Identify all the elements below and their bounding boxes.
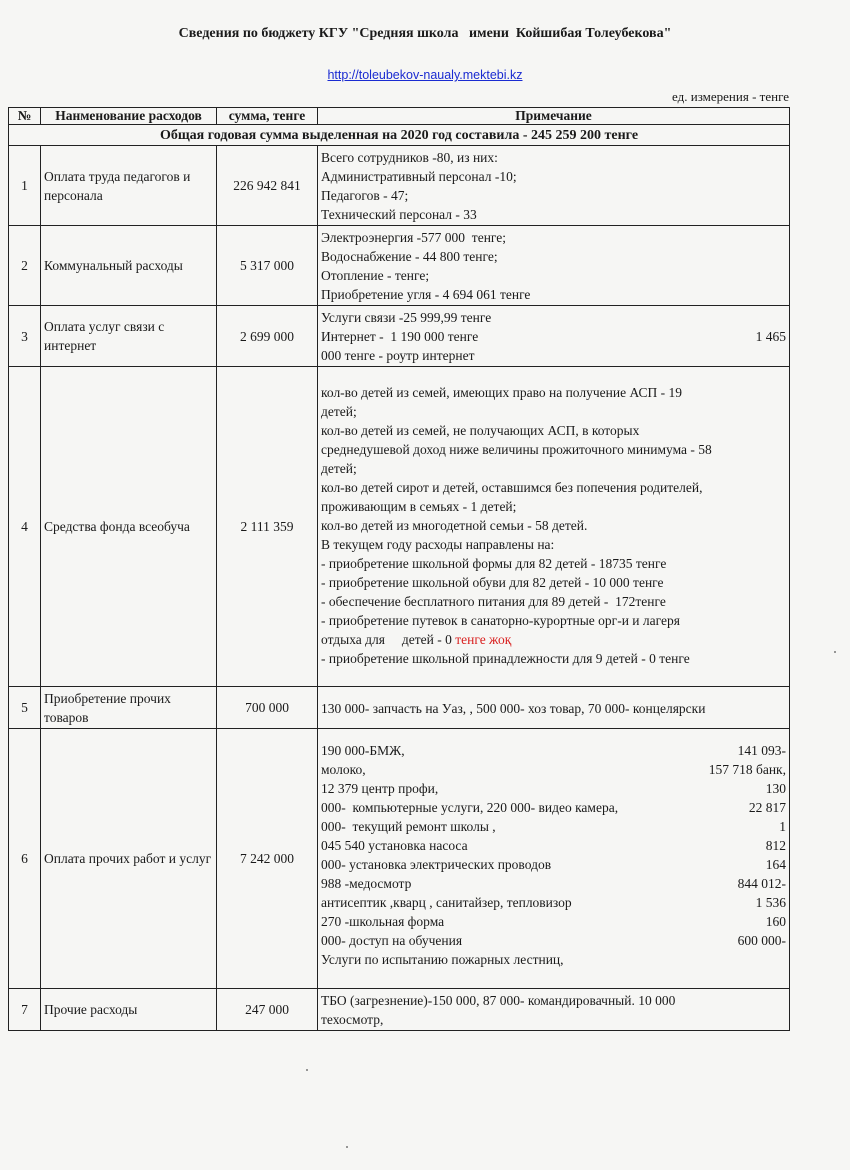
note-line: - приобретение школьной принадлежности для 9 детей - 0 тенге: [321, 651, 690, 666]
scan-speck: [834, 651, 836, 653]
note-line: кол-во детей из семей, имеющих право на получение АСП - 19: [321, 385, 683, 400]
expense-name: Средства фонда всеобуча: [41, 367, 217, 687]
expense-name: Оплата труда педагогов и персонала: [41, 146, 217, 226]
scan-speck: [306, 1069, 308, 1071]
table-row: [9, 687, 790, 729]
expense-name: Оплата услуг связи с интернет: [41, 306, 217, 367]
expense-sum: 226 942 841: [217, 146, 318, 226]
note-line: 000 тенге - роутр интернет: [321, 348, 475, 363]
table-row: [9, 367, 790, 687]
note-line-left: 000- компьютерные услуги, 220 000- видео камера,: [321, 800, 619, 815]
note-line: [321, 327, 786, 346]
note-line-right: 160: [765, 914, 786, 929]
note-line-left: 000- текущий ремонт школы ,: [321, 819, 496, 834]
note-line: [321, 855, 786, 874]
note-line: [321, 912, 786, 931]
note-line-right: 141 093-: [737, 743, 786, 758]
note-line: Приобретение угля - 4 694 061 тенге: [321, 287, 531, 302]
note-line-left: Услуги по испытанию пожарных лестниц,: [321, 952, 564, 967]
note-line: Технический персонал - 33: [321, 207, 477, 222]
expense-name: Оплата прочих работ и услуг: [41, 729, 217, 989]
table-row: [9, 146, 790, 226]
note-line-right: 130: [765, 781, 786, 796]
expense-sum: 2 699 000: [217, 306, 318, 367]
table-row: [9, 306, 790, 367]
note-line-left: 12 379 центр профи,: [321, 781, 439, 796]
note-line: проживающим в семьях - 1 детей;: [321, 499, 517, 514]
table-header-row: [9, 108, 790, 125]
note-line: Водоснабжение - 44 800 тенге;: [321, 249, 498, 264]
scan-speck: [346, 1146, 348, 1148]
note-line: ТБО (загрезнение)-150 000, 87 000- командировачный. 10 000: [321, 993, 676, 1008]
note-line-left: антисептик ,кварц , санитайзер, тепловизор: [321, 895, 572, 910]
note-line-left: 000- доступ на обучения: [321, 933, 463, 948]
note-line-left: 270 -школьная форма: [321, 914, 445, 929]
note-line: [321, 893, 786, 912]
expense-note: [318, 306, 790, 367]
note-line: [321, 836, 786, 855]
row-number: 2: [9, 226, 41, 306]
expense-note: [318, 687, 790, 729]
note-line: 130 000- запчасть на Уаз, , 500 000- хоз товар, 70 000- концелярски: [321, 700, 706, 716]
column-header-name: Нанменование расходов: [41, 108, 217, 125]
expense-sum: 5 317 000: [217, 226, 318, 306]
note-line: Педагогов - 47;: [321, 188, 409, 203]
note-line-right: 22 817: [748, 800, 786, 815]
expense-sum: 2 111 359: [217, 367, 318, 687]
note-line: - приобретение школьной обуви для 82 детей - 10 000 тенге: [321, 575, 664, 590]
handwritten-red-note: тенге жоқ: [455, 632, 512, 647]
row-number: 7: [9, 989, 41, 1031]
note-line-left: 045 540 установка насоса: [321, 838, 468, 853]
note-line-left: Интернет - 1 190 000 тенге: [321, 329, 479, 344]
page-title: Сведения по бюджету КГУ "Средняя школа имени Койшибая Толеубекова": [178, 26, 672, 41]
expense-name: Приобретение прочих товаров: [41, 687, 217, 729]
note-line-right: 1 536: [755, 895, 786, 910]
row-number: 5: [9, 687, 41, 729]
table-row: [9, 729, 790, 989]
note-line-right: 1: [779, 819, 786, 834]
note-line: Услуги связи -25 999,99 тенге: [321, 310, 492, 325]
note-line: детей;: [321, 404, 357, 419]
note-line: [321, 931, 786, 950]
note-line: [321, 760, 786, 779]
note-text: отдыха для детей - 0: [321, 632, 456, 647]
note-line: [321, 741, 786, 760]
note-line-left: 190 000-БМЖ,: [321, 743, 405, 758]
note-line-right: 164: [765, 857, 786, 872]
expense-sum: 700 000: [217, 687, 318, 729]
row-number: 4: [9, 367, 41, 687]
note-line: [321, 817, 786, 836]
note-line: среднедушевой доход ниже величины прожиточного минимума - 58: [321, 442, 712, 457]
school-url-link[interactable]: http://toleubekov-naualy.mektebi.kz: [327, 68, 523, 82]
note-line-right: 600 000-: [737, 933, 786, 948]
note-line: - обеспечение бесплатного питания для 89 детей - 172тенге: [321, 594, 666, 609]
note-line: Электроэнергия -577 000 тенге;: [321, 230, 507, 245]
note-line: [321, 950, 786, 969]
expense-note: [318, 989, 790, 1031]
note-line: [321, 874, 786, 893]
expense-note: [318, 226, 790, 306]
note-line: кол-во детей сирот и детей, оставшимся без попечения родителей,: [321, 480, 703, 495]
note-line-right: 1 465: [755, 329, 786, 344]
expense-note: [318, 367, 790, 687]
note-line-left: 000- установка электрических проводов: [321, 857, 552, 872]
note-line: В текущем году расходы направлены на:: [321, 537, 555, 552]
row-number: 6: [9, 729, 41, 989]
column-header-sum: сумма, тенге: [217, 108, 318, 125]
note-line: Всего сотрудников -80, из них:: [321, 150, 498, 165]
note-line: [321, 630, 786, 649]
table-row: [9, 989, 790, 1031]
expense-note: [318, 146, 790, 226]
note-line: детей;: [321, 461, 357, 476]
column-header-note: Примечание: [318, 108, 790, 125]
note-line: кол-во детей из семей, не получающих АСП, в которых: [321, 423, 640, 438]
note-line: - приобретение школьной формы для 82 детей - 18735 тенге: [321, 556, 667, 571]
expense-name: Прочие расходы: [41, 989, 217, 1031]
note-line-left: 988 -медосмотр: [321, 876, 412, 891]
note-line: Отопление - тенге;: [321, 268, 430, 283]
expense-name: Коммунальный расходы: [41, 226, 217, 306]
note-line-right: 157 718 банк,: [708, 762, 786, 777]
table-row: [9, 226, 790, 306]
column-header-no: №: [9, 108, 41, 125]
note-line-left: молоко,: [321, 762, 366, 777]
unit-label: ед. измерения - тенге: [672, 89, 789, 104]
note-line-right: 812: [765, 838, 786, 853]
expense-sum: 7 242 000: [217, 729, 318, 989]
note-line: кол-во детей из многодетной семьи - 58 детей.: [321, 518, 588, 533]
note-line: [321, 798, 786, 817]
budget-table: [8, 107, 790, 1031]
row-number: 3: [9, 306, 41, 367]
note-line: Административный персонал -10;: [321, 169, 517, 184]
expense-note: [318, 729, 790, 989]
note-line-right: 844 012-: [737, 876, 786, 891]
note-line: - приобретение путевок в санаторно-курортные орг-и и лагеря: [321, 613, 680, 628]
note-line: [321, 779, 786, 798]
row-number: 1: [9, 146, 41, 226]
expense-sum: 247 000: [217, 989, 318, 1031]
total-row: [9, 125, 790, 146]
note-line: техосмотр,: [321, 1012, 384, 1027]
total-text: Общая годовая сумма выделенная на 2020 год составила - 245 259 200 тенге: [9, 125, 790, 146]
